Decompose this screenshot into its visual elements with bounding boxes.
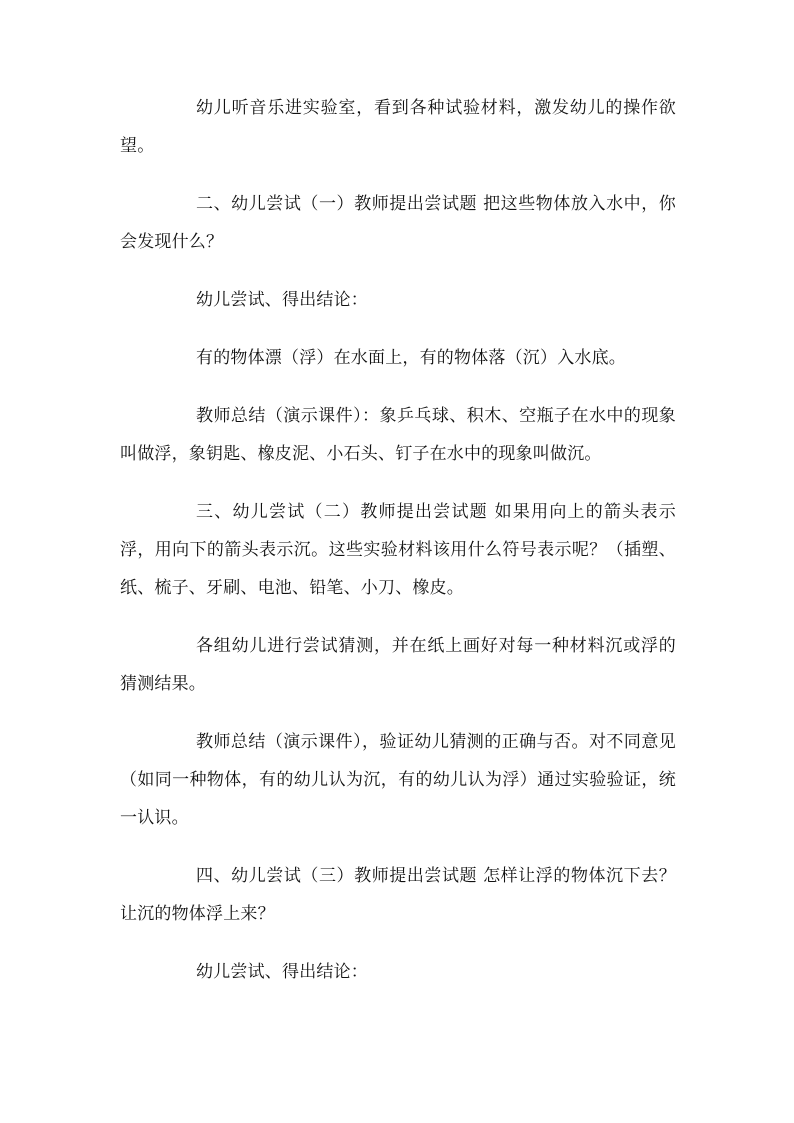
paragraph-teacher-summary-1: 教师总结（演示课件）：象乒乓球、积木、空瓶子在水中的现象叫做浮，象钥匙、橡皮泥、小石头、钉子在水中的现象叫做沉。 [120,406,676,464]
paragraph-float-sink: 有的物体漂（浮）在水面上，有的物体落（沉）入水底。 [196,348,626,368]
paragraph-conclusion-2: 幼儿尝试、得出结论： [196,962,368,982]
paragraph-conclusion-1: 幼儿尝试、得出结论： [196,290,368,310]
paragraph-step-two: 二、幼儿尝试（一）教师提出尝试题 把这些物体放入水中，你会发现什么？ [120,194,676,252]
paragraph-step-four: 四、幼儿尝试（三）教师提出尝试题 怎样让浮的物体沉下去？让沉的物体浮上来？ [120,866,676,924]
document-body [120,89,676,991]
paragraph-guess: 各组幼儿进行尝试猜测，并在纸上画好对每一种材料沉或浮的猜测结果。 [120,636,676,694]
paragraph-step-three: 三、幼儿尝试（二）教师提出尝试题 如果用向上的箭头表示浮，用向下的箭头表示沉。这些实验材料该用什么符号表示呢？（插塑、纸、梳子、牙刷、电池、铅笔、小刀、橡皮。 [120,502,676,598]
paragraph-teacher-summary-2: 教师总结（演示课件），验证幼儿猜测的正确与否。对不同意见（如同一种物体，有的幼儿认为沉，有的幼儿认为浮）通过实验验证，统一认识。 [120,732,676,828]
paragraph-intro: 幼儿听音乐进实验室，看到各种试验材料，激发幼儿的操作欲望。 [120,98,676,156]
